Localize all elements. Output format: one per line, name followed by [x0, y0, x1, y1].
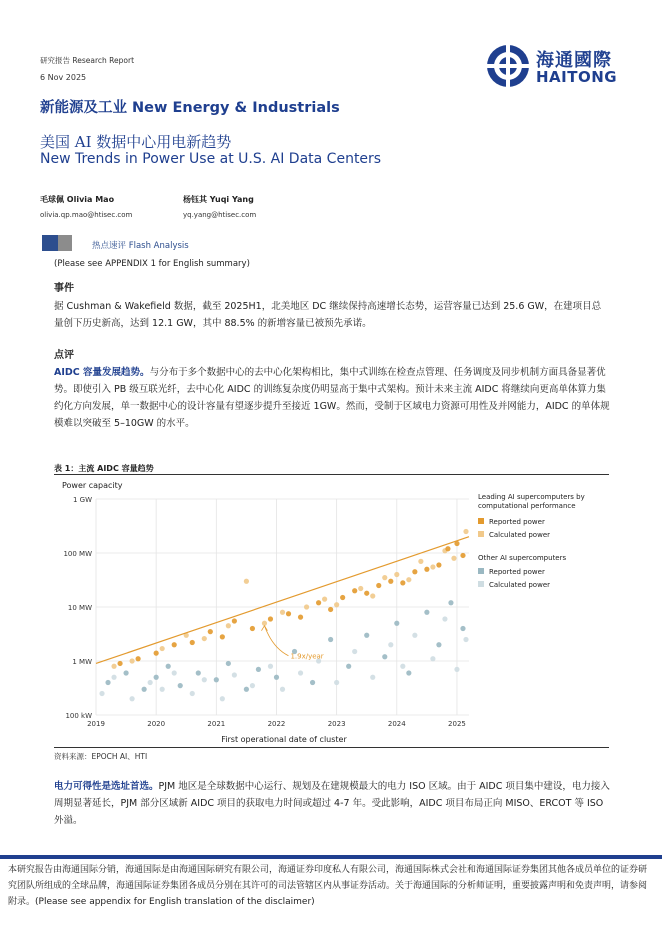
leading-calculated-point	[304, 604, 309, 609]
leading-calculated-point	[129, 658, 134, 663]
haitong-logo-icon	[486, 44, 530, 88]
other-calculated-point	[250, 683, 255, 688]
legend-leading-reported-label: Reported power	[489, 518, 545, 526]
leading-calculated-point	[418, 559, 423, 564]
power-paragraph	[54, 778, 610, 829]
other-reported-point	[382, 654, 387, 659]
leading-reported-point	[232, 618, 237, 623]
other-reported-point	[256, 667, 261, 672]
analyst-name: 毛球佩 Olivia Mao	[40, 195, 115, 204]
other-calculated-point	[400, 664, 405, 669]
leading-reported-point	[208, 629, 213, 634]
x-axis-label: First operational date of cluster	[221, 735, 347, 744]
appendix-note: (Please see APPENDIX 1 for English summary)	[54, 259, 250, 269]
leading-reported-point	[117, 661, 122, 666]
power-body: PJM 地区是全球数据中心运行、规划及在建规模最大的电力 ISO 区域。由于 AIDC 项目集中建设，电力接入周期显著延长，PJM 部分区域新 AIDC 项目的获取电力时间或超过 4-7 年。受此影响，AIDC 项目布局正向 MISO、ERCOT 等 ISO 外溢。	[54, 781, 610, 826]
y-tick-label: 10 MW	[67, 604, 92, 612]
disclaimer-text: 本研究报告由海通国际分销，海通国际是由海通国际研究有限公司，海通证券印度私人有限公司，海通国际株式会社和海通国际证券集团其他各成员单位的证券研究团队所组成的全球品牌，海通国际证券集团各成员分别在其许可的司法管辖区内从事证券活动。关于海通国际的分析师证明，重要披露声明和免责声明，请参阅附录。(Please see appendix for English translation of the disclaimer)	[8, 865, 648, 907]
report-type: 研究报告 Research Report	[40, 56, 135, 65]
other-calculated-point	[334, 680, 339, 685]
chart-source: 资料来源：EPOCH AI、HTI	[54, 752, 148, 761]
leading-calculated-point	[280, 610, 285, 615]
leading-reported-point	[388, 579, 393, 584]
comment-paragraph	[54, 364, 610, 432]
analyst-email[interactable]: yq.yang@htisec.com	[183, 211, 257, 219]
leading-calculated-point	[111, 664, 116, 669]
leading-calculated-point	[160, 646, 165, 651]
other-reported-point	[166, 664, 171, 669]
other-calculated-point	[160, 687, 165, 692]
leading-calculated-point	[451, 556, 456, 561]
leading-calculated-point	[406, 577, 411, 582]
leading-reported-point	[328, 607, 333, 612]
trend-line	[96, 537, 469, 664]
leading-calculated-point	[358, 586, 363, 591]
sector-title: 新能源及工业 New Energy & Industrials	[40, 100, 340, 116]
report-title-cn: 美国 AI 数据中心用电新趋势	[40, 133, 232, 151]
other-calculated-point	[463, 637, 468, 642]
other-reported-point	[310, 680, 315, 685]
other-reported-point	[214, 677, 219, 682]
leading-reported-point	[340, 595, 345, 600]
other-calculated-point	[99, 691, 104, 696]
legend-leading-reported-swatch	[478, 518, 484, 524]
leading-calculated-point	[463, 529, 468, 534]
leading-calculated-point	[244, 579, 249, 584]
leading-reported-point	[400, 580, 405, 585]
other-reported-point	[460, 626, 465, 631]
leading-reported-point	[460, 553, 465, 558]
other-calculated-point	[388, 642, 393, 647]
leading-calculated-point	[226, 623, 231, 628]
other-reported-point	[328, 637, 333, 642]
chart-frame	[54, 474, 609, 748]
leading-reported-point	[136, 656, 141, 661]
leading-reported-point	[364, 591, 369, 596]
logo-text-cn: 海通國際	[536, 50, 612, 71]
analyst-name: 杨钰其 Yuqi Yang	[183, 195, 254, 204]
leading-calculated-point	[370, 593, 375, 598]
other-calculated-point	[280, 687, 285, 692]
other-reported-point	[142, 687, 147, 692]
leading-reported-point	[220, 634, 225, 639]
leading-calculated-point	[382, 575, 387, 580]
leading-reported-point	[268, 616, 273, 621]
leading-reported-point	[250, 626, 255, 631]
other-reported-point	[154, 675, 159, 680]
other-reported-point	[406, 670, 411, 675]
y-axis-label: Power capacity	[62, 481, 123, 490]
legend-group1-title-box	[478, 493, 606, 521]
event-heading: 事件	[54, 283, 74, 294]
leading-reported-point	[424, 567, 429, 572]
leading-reported-point	[445, 546, 450, 551]
other-reported-point	[394, 621, 399, 626]
x-tick-label: 2023	[327, 720, 346, 728]
report-title-en: New Trends in Power Use at U.S. AI Data Centers	[40, 151, 382, 167]
other-reported-point	[424, 610, 429, 615]
leading-calculated-point	[202, 636, 207, 641]
comment-heading: 点评	[54, 350, 74, 361]
trend-label: 1.9x/year	[290, 652, 324, 661]
legend-leading-calculated-label: Calculated power	[489, 531, 550, 539]
other-reported-point	[274, 675, 279, 680]
other-reported-point	[244, 687, 249, 692]
other-calculated-point	[148, 680, 153, 685]
other-calculated-point	[220, 696, 225, 701]
other-calculated-point	[190, 691, 195, 696]
analyst-2	[183, 194, 256, 219]
y-tick-label: 1 GW	[72, 496, 92, 504]
legend-other-calculated-swatch	[478, 581, 484, 587]
other-calculated-point	[232, 672, 237, 677]
other-calculated-point	[370, 675, 375, 680]
x-tick-label: 2022	[267, 720, 286, 728]
other-calculated-point	[172, 670, 177, 675]
other-calculated-point	[111, 675, 116, 680]
footer-divider	[0, 855, 662, 859]
x-tick-label: 2025	[448, 720, 466, 728]
logo-text-en: HAITONG	[536, 68, 618, 86]
leading-reported-point	[298, 615, 303, 620]
other-calculated-point	[442, 616, 447, 621]
legend-group1-title: Leading AI supercomputers by computational performance	[478, 493, 585, 510]
legend-leading-calculated-swatch	[478, 531, 484, 537]
comment-body: 与分布于多个数据中心的去中心化架构相比，集中式训练在检查点管理、任务调度及同步机制方面具备显著优势。即使引入 PB 级互联光纤，去中心化 AIDC 的训练复杂度仍明显高于集中式架构。预计未来主流 AIDC 将继续向更高单体算力集约化方向发展，单一数据中心的设计容量有望逐步提升至接近 1GW。然而，受制于区域电力资源可用性及并网能力，AIDC 的单体规模难以突破至 5–10GW 的水平。	[54, 367, 610, 429]
leading-calculated-point	[334, 602, 339, 607]
other-calculated-point	[202, 677, 207, 682]
table-title: 表 1：主流 AIDC 容量趋势	[54, 464, 154, 473]
power-capacity-chart	[54, 475, 609, 747]
x-tick-label: 2020	[147, 720, 166, 728]
other-reported-point	[364, 633, 369, 638]
other-calculated-point	[352, 649, 357, 654]
legend-other-reported-label: Reported power	[489, 568, 545, 576]
other-reported-point	[178, 683, 183, 688]
tag-block-blue	[42, 235, 58, 251]
analyst-1	[40, 194, 132, 219]
other-reported-point	[346, 664, 351, 669]
other-reported-point	[196, 670, 201, 675]
analyst-email[interactable]: olivia.qp.mao@htisec.com	[40, 211, 133, 219]
x-tick-label: 2019	[87, 720, 105, 728]
other-reported-point	[226, 661, 231, 666]
other-calculated-point	[454, 667, 459, 672]
leading-reported-point	[316, 600, 321, 605]
x-tick-label: 2024	[387, 720, 406, 728]
leading-reported-point	[172, 642, 177, 647]
y-tick-label: 1 MW	[72, 658, 92, 666]
leading-calculated-point	[394, 572, 399, 577]
y-tick-label: 100 kW	[65, 712, 92, 720]
tag-block-gray	[58, 235, 72, 251]
other-calculated-point	[430, 656, 435, 661]
power-lead: 电力可得性是选址首选。	[54, 781, 159, 792]
leading-reported-point	[286, 611, 291, 616]
leading-reported-point	[412, 569, 417, 574]
trend-arrowhead	[261, 626, 267, 631]
leading-calculated-point	[430, 564, 435, 569]
x-tick-label: 2021	[207, 720, 226, 728]
comment-lead: AIDC 容量发展趋势。	[54, 367, 150, 378]
other-reported-point	[105, 680, 110, 685]
leading-reported-point	[436, 562, 441, 567]
other-reported-point	[448, 600, 453, 605]
leading-reported-point	[154, 651, 159, 656]
other-calculated-point	[268, 664, 273, 669]
y-tick-label: 100 MW	[63, 550, 92, 558]
legend-group2-title: Other AI supercomputers	[478, 554, 567, 562]
other-calculated-point	[298, 670, 303, 675]
leading-reported-point	[352, 588, 357, 593]
report-date: 6 Nov 2025	[40, 73, 87, 82]
other-calculated-point	[412, 633, 417, 638]
flash-analysis-tag: 热点速评 Flash Analysis	[92, 241, 189, 251]
legend-other-calculated-label: Calculated power	[489, 581, 550, 589]
leading-reported-point	[190, 640, 195, 645]
leading-calculated-point	[322, 597, 327, 602]
leading-reported-point	[376, 583, 381, 588]
other-reported-point	[123, 670, 128, 675]
other-reported-point	[436, 642, 441, 647]
event-paragraph: 据 Cushman & Wakefield 数据，截至 2025H1，北美地区 DC 继续保持高速增长态势，运营容量已达到 25.6 GW，在建项目总量创下历史新高，达到 12.1 GW，其中 88.5% 的新增容量已被预先承诺。	[54, 301, 602, 329]
other-calculated-point	[129, 696, 134, 701]
legend-other-reported-swatch	[478, 568, 484, 574]
